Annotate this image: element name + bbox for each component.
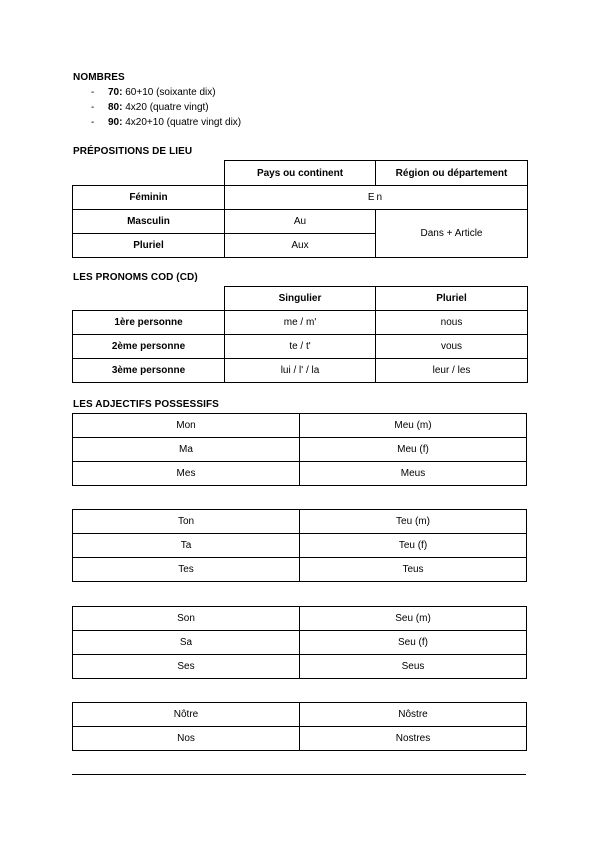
header-pluriel: Pluriel bbox=[376, 287, 528, 311]
french-cell: Ma bbox=[73, 438, 300, 462]
possessifs-table-2 bbox=[72, 509, 527, 582]
row-label-2eme: 2ème personne bbox=[73, 335, 225, 359]
french-cell: Mes bbox=[73, 462, 300, 486]
header-pays: Pays ou continent bbox=[225, 161, 376, 186]
header-singulier: Singulier bbox=[225, 287, 376, 311]
prepositions-heading: PRÉPOSITIONS DE LIEU bbox=[73, 146, 193, 157]
table-row bbox=[73, 607, 527, 631]
table-row bbox=[73, 414, 527, 438]
number-text: 4x20+10 (quatre vingt dix) bbox=[122, 117, 242, 128]
bullet-dash: - bbox=[91, 102, 95, 113]
french-cell: Son bbox=[73, 607, 300, 631]
cell-pluriel: nous bbox=[376, 311, 528, 335]
list-item bbox=[73, 100, 241, 115]
row-label-masculin: Masculin bbox=[73, 210, 225, 234]
french-cell: Mon bbox=[73, 414, 300, 438]
nombres-heading: NOMBRES bbox=[73, 72, 125, 83]
occitan-cell: Teu (m) bbox=[300, 510, 527, 534]
list-item bbox=[73, 85, 241, 100]
table-row bbox=[73, 462, 527, 486]
occitan-cell: Seus bbox=[300, 655, 527, 679]
header-region: Région ou département bbox=[376, 161, 528, 186]
row-label-1ere: 1ère personne bbox=[73, 311, 225, 335]
row-label-3eme: 3ème personne bbox=[73, 359, 225, 383]
possessifs-table-1 bbox=[72, 413, 527, 486]
occitan-cell: Meu (f) bbox=[300, 438, 527, 462]
possessifs-table-4 bbox=[72, 702, 527, 751]
occitan-cell: Meus bbox=[300, 462, 527, 486]
possessifs-table-3 bbox=[72, 606, 527, 679]
number-label: 80: bbox=[108, 102, 123, 113]
number-label: 70: bbox=[108, 87, 123, 98]
french-cell: Tes bbox=[73, 558, 300, 582]
cell-pluriel: leur / les bbox=[376, 359, 528, 383]
row-label-feminin: Féminin bbox=[73, 186, 225, 210]
masculin-pays: Au bbox=[225, 210, 376, 234]
cell-singulier: me / m' bbox=[225, 311, 376, 335]
bullet-dash: - bbox=[91, 87, 95, 98]
french-cell: Ton bbox=[73, 510, 300, 534]
footer-divider bbox=[72, 774, 526, 775]
number-label: 90: bbox=[108, 117, 123, 128]
french-cell: Sa bbox=[73, 631, 300, 655]
pronoms-heading: LES PRONOMS COD (CD) bbox=[73, 272, 198, 283]
occitan-cell: Seu (m) bbox=[300, 607, 527, 631]
number-text: 60+10 (soixante dix) bbox=[122, 87, 216, 98]
pronoms-table bbox=[72, 286, 528, 383]
cell-singulier: lui / l' / la bbox=[225, 359, 376, 383]
french-cell: Nôtre bbox=[73, 703, 300, 727]
table-row bbox=[73, 703, 527, 727]
french-cell: Ta bbox=[73, 534, 300, 558]
list-item bbox=[73, 115, 241, 130]
nombres-list bbox=[73, 85, 241, 130]
occitan-cell: Teu (f) bbox=[300, 534, 527, 558]
empty-corner-cell bbox=[73, 161, 225, 186]
table-row bbox=[73, 631, 527, 655]
table-row bbox=[73, 655, 527, 679]
cell-pluriel: vous bbox=[376, 335, 528, 359]
table-row bbox=[73, 558, 527, 582]
table-row bbox=[73, 438, 527, 462]
table-row bbox=[73, 510, 527, 534]
french-cell: Nos bbox=[73, 727, 300, 751]
table-row bbox=[73, 727, 527, 751]
row-label-pluriel: Pluriel bbox=[73, 234, 225, 258]
occitan-cell: Nostres bbox=[300, 727, 527, 751]
pluriel-pays: Aux bbox=[225, 234, 376, 258]
occitan-cell: Teus bbox=[300, 558, 527, 582]
french-cell: Ses bbox=[73, 655, 300, 679]
occitan-cell: Meu (m) bbox=[300, 414, 527, 438]
number-text: 4x20 (quatre vingt) bbox=[122, 102, 209, 113]
feminin-value: En bbox=[225, 186, 528, 210]
occitan-cell: Seu (f) bbox=[300, 631, 527, 655]
prepositions-table bbox=[72, 160, 528, 258]
cell-singulier: te / t' bbox=[225, 335, 376, 359]
bullet-dash: - bbox=[91, 117, 95, 128]
region-value: Dans + Article bbox=[376, 210, 528, 258]
occitan-cell: Nôstre bbox=[300, 703, 527, 727]
empty-corner-cell bbox=[73, 287, 225, 311]
table-row bbox=[73, 534, 527, 558]
possessifs-heading: LES ADJECTIFS POSSESSIFS bbox=[73, 399, 219, 410]
